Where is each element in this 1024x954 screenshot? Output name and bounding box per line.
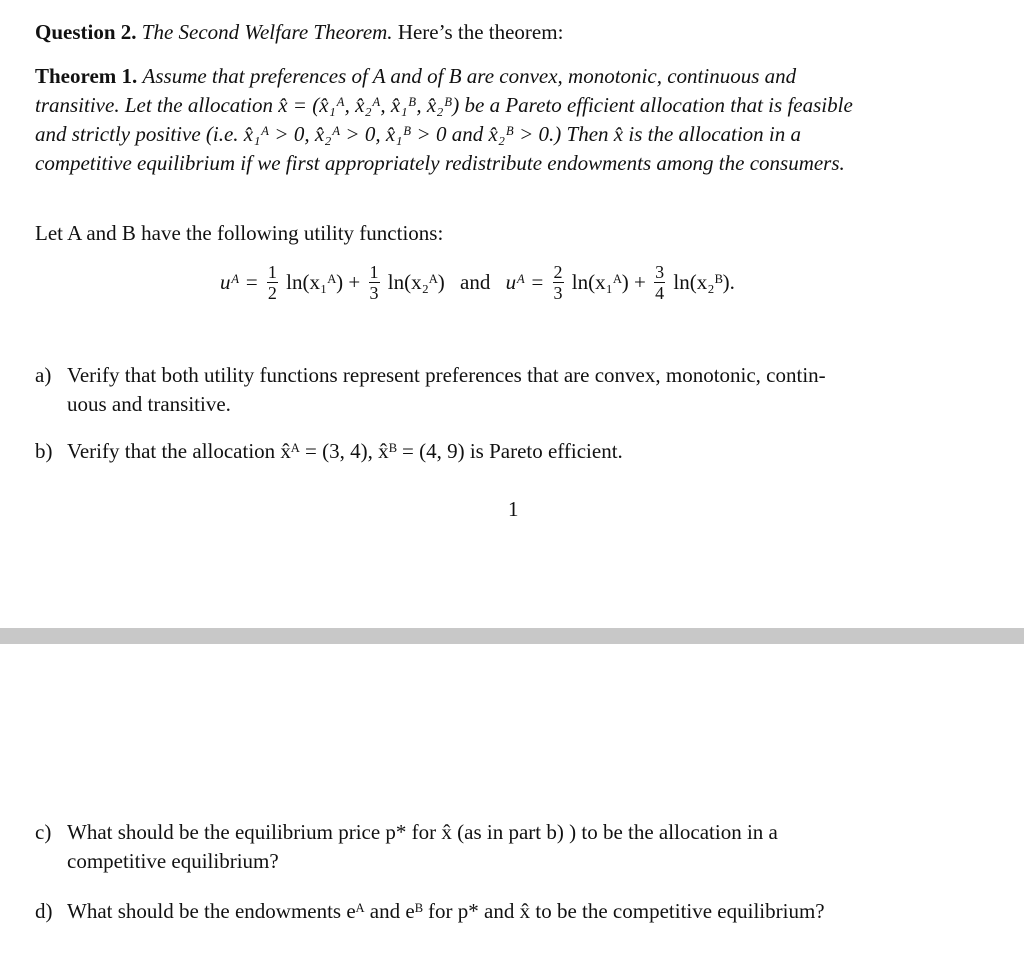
fraction-3 xyxy=(553,262,564,303)
part-b-label: b) xyxy=(35,439,53,463)
part-a xyxy=(35,361,826,416)
utility-equation xyxy=(220,262,735,322)
fraction-1 xyxy=(267,262,278,303)
theorem-line-3: and strictly positive (i.e. x̂₁ᴬ > 0, x̂₂ᴬ > 0, x̂₁ᴮ > 0 and x̂₂ᴮ > 0.) Then x̂ is the allocation in a xyxy=(35,122,802,146)
eq-term-3: ln(x₁ᴬ) + xyxy=(571,270,646,294)
part-c-label: c) xyxy=(35,820,52,844)
fraction-3-den: 3 xyxy=(553,283,563,303)
page-separator xyxy=(0,628,1024,644)
part-c-line-2: competitive equilibrium? xyxy=(67,849,279,873)
fraction-2-num: 1 xyxy=(369,262,379,282)
part-a-text xyxy=(67,361,1007,419)
part-c-line-1: What should be the equilibrium price p* for x̂ (as in part b) ) to be the allocation in a xyxy=(67,820,778,844)
fraction-4-num: 3 xyxy=(655,262,665,282)
eq-term-1: ln(x₁ᴬ) + xyxy=(286,270,361,294)
part-c-text xyxy=(67,818,1007,876)
theorem-line-4: competitive equilibrium if we first appropriately redistribute endowments among the consumers. xyxy=(35,151,845,175)
page-number: 1 xyxy=(508,497,519,521)
theorem-line-1 xyxy=(35,64,796,88)
fraction-2-den: 3 xyxy=(369,283,379,303)
fraction-2 xyxy=(369,262,380,303)
fraction-3-num: 2 xyxy=(553,262,563,282)
fraction-4-den: 4 xyxy=(655,283,665,303)
eq-lhs-1: uᴬ = xyxy=(220,270,259,294)
fraction-1-num: 1 xyxy=(267,262,277,282)
eq-term-4: ln(x₂ᴮ). xyxy=(673,270,735,294)
theorem-text-1: Assume that preferences of A and of B are convex, monotonic, continuous and xyxy=(142,64,797,88)
question-title: The Second Welfare Theorem. xyxy=(141,20,393,44)
fraction-1-den: 2 xyxy=(267,283,277,303)
theorem-line-2: transitive. Let the allocation x̂ = (x̂₁ᴬ, x̂₂ᴬ, x̂₁ᴮ, x̂₂ᴮ) be a Pareto efficient allocation that is feasible xyxy=(35,93,853,117)
part-c xyxy=(35,818,778,873)
part-b xyxy=(35,437,623,466)
part-a-line-2: uous and transitive. xyxy=(67,392,231,416)
eq-term-2: ln(x₂ᴬ) xyxy=(387,270,445,294)
part-a-label: a) xyxy=(35,363,52,387)
question-label: Question 2. xyxy=(35,20,137,44)
eq-and: and xyxy=(460,270,491,294)
theorem-label: Theorem 1. xyxy=(35,64,138,88)
question-heading xyxy=(35,20,563,44)
eq-lhs-2: uᴬ = xyxy=(505,270,545,294)
fraction-4 xyxy=(654,262,665,303)
utility-intro: Let A and B have the following utility functions: xyxy=(35,221,444,245)
part-b-text: Verify that the allocation x̂ᴬ = (3, 4), x̂ᴮ = (4, 9) is Pareto efficient. xyxy=(67,439,623,463)
part-a-line-1: Verify that both utility functions represent preferences that are convex, monotonic, contin- xyxy=(67,363,826,387)
part-d-label: d) xyxy=(35,899,53,923)
part-d-text: What should be the endowments eᴬ and eᴮ for p* and x̂ to be the competitive equilibrium? xyxy=(67,899,825,923)
question-lead: Here’s the theorem: xyxy=(397,20,564,44)
part-d xyxy=(35,897,825,926)
